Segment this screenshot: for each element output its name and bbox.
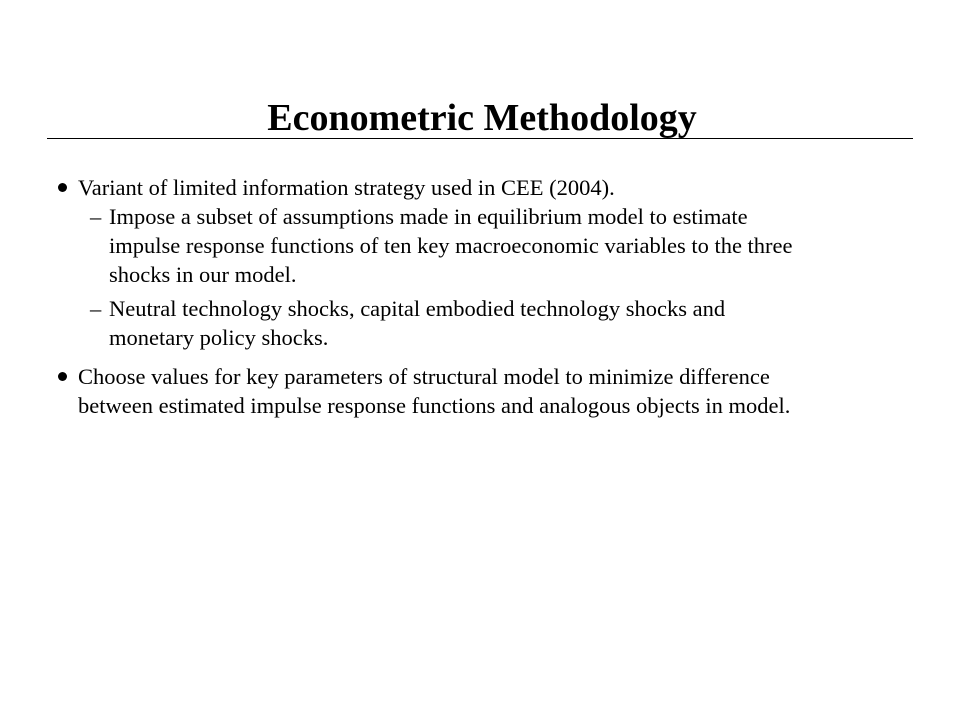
subitem-2-line-1: Neutral technology shocks, capital embodied technology shocks and [109, 296, 726, 321]
bullet-2-line-2: between estimated impulse response functions and analogous objects in model. [78, 393, 791, 418]
subitem-1-line-2: impulse response functions of ten key macroeconomic variables to the three [109, 233, 793, 258]
bullet-2-line-1: Choose values for key parameters of structural model to minimize difference [78, 364, 770, 389]
bullet-1-line-1: Variant of limited information strategy used in CEE (2004). [78, 175, 615, 200]
slide-title: Econometric Methodology [267, 97, 697, 139]
subitem-2-line-2: monetary policy shocks. [109, 325, 329, 350]
bullet-dot-icon [58, 183, 67, 192]
dash-icon: – [90, 296, 102, 321]
bullet-dot-icon [58, 372, 67, 381]
dash-icon: – [90, 204, 102, 229]
subitem-1-line-1: Impose a subset of assumptions made in equilibrium model to estimate [109, 204, 748, 229]
subitem-1-line-3: shocks in our model. [109, 262, 297, 287]
